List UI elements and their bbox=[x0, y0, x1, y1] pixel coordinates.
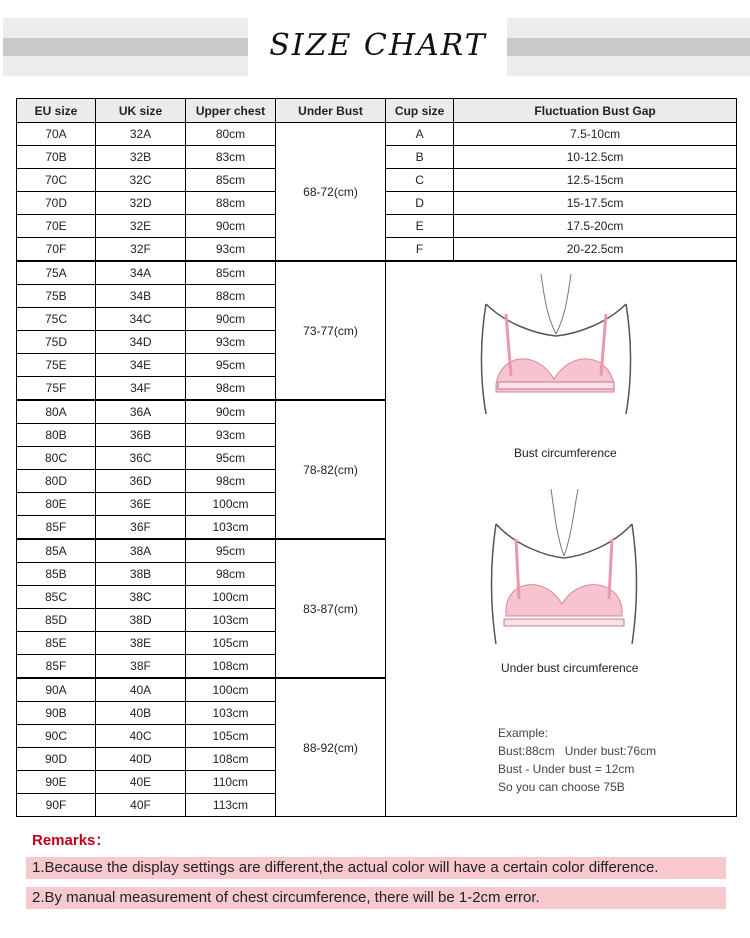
upper-chest-cell: 90cm bbox=[186, 215, 276, 238]
uk-size-cell: 32F bbox=[96, 238, 186, 262]
underbust-figure-icon bbox=[386, 484, 736, 664]
table-row bbox=[17, 261, 737, 285]
bust-gap-cell: 7.5-10cm bbox=[454, 123, 737, 146]
cup-size-cell: D bbox=[386, 192, 454, 215]
eu-size-cell: 75A bbox=[17, 261, 96, 285]
under-bust-cell: 88-92(cm) bbox=[276, 678, 386, 817]
eu-size-cell: 75E bbox=[17, 354, 96, 377]
eu-size-cell: 85F bbox=[17, 655, 96, 679]
eu-size-cell: 70E bbox=[17, 215, 96, 238]
eu-size-cell: 90E bbox=[17, 771, 96, 794]
under-bust-cell: 68-72(cm) bbox=[276, 123, 386, 262]
upper-chest-cell: 100cm bbox=[186, 493, 276, 516]
bust-gap-cell: 10-12.5cm bbox=[454, 146, 737, 169]
header-under-bust: Under Bust bbox=[276, 99, 386, 123]
eu-size-cell: 85F bbox=[17, 516, 96, 540]
upper-chest-cell: 103cm bbox=[186, 609, 276, 632]
uk-size-cell: 34C bbox=[96, 308, 186, 331]
uk-size-cell: 32A bbox=[96, 123, 186, 146]
header-band-right bbox=[507, 18, 750, 76]
upper-chest-cell: 88cm bbox=[186, 192, 276, 215]
eu-size-cell: 80E bbox=[17, 493, 96, 516]
remarks-title: Remarks： bbox=[32, 832, 111, 849]
upper-chest-cell: 93cm bbox=[186, 424, 276, 447]
example-line-1: Example: bbox=[498, 726, 549, 740]
under-bust-cell: 73-77(cm) bbox=[276, 261, 386, 400]
header-uk-size: UK size bbox=[96, 99, 186, 123]
upper-chest-cell: 83cm bbox=[186, 146, 276, 169]
uk-size-cell: 36D bbox=[96, 470, 186, 493]
upper-chest-cell: 95cm bbox=[186, 354, 276, 377]
eu-size-cell: 85B bbox=[17, 563, 96, 586]
upper-chest-cell: 88cm bbox=[186, 285, 276, 308]
bust-gap-cell: 12.5-15cm bbox=[454, 169, 737, 192]
uk-size-cell: 38F bbox=[96, 655, 186, 679]
under-bust-cell: 78-82(cm) bbox=[276, 400, 386, 539]
upper-chest-cell: 110cm bbox=[186, 771, 276, 794]
eu-size-cell: 85D bbox=[17, 609, 96, 632]
upper-chest-cell: 103cm bbox=[186, 702, 276, 725]
page-title: SIZE CHART bbox=[269, 28, 487, 63]
size-chart-table bbox=[16, 98, 737, 817]
uk-size-cell: 34E bbox=[96, 354, 186, 377]
uk-size-cell: 36B bbox=[96, 424, 186, 447]
table-row bbox=[17, 123, 737, 146]
eu-size-cell: 85C bbox=[17, 586, 96, 609]
uk-size-cell: 34A bbox=[96, 261, 186, 285]
eu-size-cell: 90D bbox=[17, 748, 96, 771]
example-text bbox=[498, 724, 656, 796]
cup-size-cell: A bbox=[386, 123, 454, 146]
uk-size-cell: 38D bbox=[96, 609, 186, 632]
upper-chest-cell: 108cm bbox=[186, 748, 276, 771]
under-bust-cell: 83-87(cm) bbox=[276, 539, 386, 678]
uk-size-cell: 36F bbox=[96, 516, 186, 540]
illustration-cell bbox=[386, 261, 737, 817]
bust-gap-cell: 20-22.5cm bbox=[454, 238, 737, 262]
upper-chest-cell: 85cm bbox=[186, 169, 276, 192]
uk-size-cell: 36C bbox=[96, 447, 186, 470]
upper-chest-cell: 103cm bbox=[186, 516, 276, 540]
upper-chest-cell: 93cm bbox=[186, 331, 276, 354]
eu-size-cell: 80C bbox=[17, 447, 96, 470]
uk-size-cell: 32C bbox=[96, 169, 186, 192]
uk-size-cell: 32B bbox=[96, 146, 186, 169]
illustration-panel bbox=[386, 264, 736, 814]
header-upper-chest: Upper chest bbox=[186, 99, 276, 123]
eu-size-cell: 85A bbox=[17, 539, 96, 563]
cup-size-cell: F bbox=[386, 238, 454, 262]
remark-item-2: 2.By manual measurement of chest circumference, there will be 1-2cm error. bbox=[26, 887, 726, 909]
uk-size-cell: 40D bbox=[96, 748, 186, 771]
eu-size-cell: 90B bbox=[17, 702, 96, 725]
header-bust-gap: Fluctuation Bust Gap bbox=[454, 99, 737, 123]
uk-size-cell: 40F bbox=[96, 794, 186, 817]
bust-caption: Bust circumference bbox=[514, 446, 617, 460]
eu-size-cell: 70D bbox=[17, 192, 96, 215]
upper-chest-cell: 90cm bbox=[186, 308, 276, 331]
upper-chest-cell: 98cm bbox=[186, 377, 276, 401]
header-cup-size: Cup size bbox=[386, 99, 454, 123]
uk-size-cell: 38A bbox=[96, 539, 186, 563]
cup-size-cell: E bbox=[386, 215, 454, 238]
eu-size-cell: 70A bbox=[17, 123, 96, 146]
bust-gap-cell: 17.5-20cm bbox=[454, 215, 737, 238]
uk-size-cell: 38E bbox=[96, 632, 186, 655]
eu-size-cell: 70F bbox=[17, 238, 96, 262]
eu-size-cell: 75B bbox=[17, 285, 96, 308]
example-line-3: Bust - Under bust = 12cm bbox=[498, 762, 635, 776]
uk-size-cell: 40C bbox=[96, 725, 186, 748]
header-eu-size: EU size bbox=[17, 99, 96, 123]
uk-size-cell: 34B bbox=[96, 285, 186, 308]
upper-chest-cell: 98cm bbox=[186, 470, 276, 493]
upper-chest-cell: 108cm bbox=[186, 655, 276, 679]
eu-size-cell: 90A bbox=[17, 678, 96, 702]
uk-size-cell: 40E bbox=[96, 771, 186, 794]
upper-chest-cell: 98cm bbox=[186, 563, 276, 586]
bust-gap-cell: 15-17.5cm bbox=[454, 192, 737, 215]
eu-size-cell: 75F bbox=[17, 377, 96, 401]
eu-size-cell: 80B bbox=[17, 424, 96, 447]
uk-size-cell: 32D bbox=[96, 192, 186, 215]
cup-size-cell: C bbox=[386, 169, 454, 192]
eu-size-cell: 70B bbox=[17, 146, 96, 169]
upper-chest-cell: 113cm bbox=[186, 794, 276, 817]
uk-size-cell: 40B bbox=[96, 702, 186, 725]
uk-size-cell: 36A bbox=[96, 400, 186, 424]
upper-chest-cell: 80cm bbox=[186, 123, 276, 146]
uk-size-cell: 34D bbox=[96, 331, 186, 354]
uk-size-cell: 38C bbox=[96, 586, 186, 609]
example-line-2: Bust:88cm Under bust:76cm bbox=[498, 744, 657, 758]
uk-size-cell: 32E bbox=[96, 215, 186, 238]
upper-chest-cell: 105cm bbox=[186, 725, 276, 748]
example-line-4: So you can choose 75B bbox=[498, 780, 625, 794]
uk-size-cell: 34F bbox=[96, 377, 186, 401]
header-band-left bbox=[3, 18, 248, 76]
upper-chest-cell: 90cm bbox=[186, 400, 276, 424]
eu-size-cell: 85E bbox=[17, 632, 96, 655]
cup-size-cell: B bbox=[386, 146, 454, 169]
upper-chest-cell: 85cm bbox=[186, 261, 276, 285]
eu-size-cell: 70C bbox=[17, 169, 96, 192]
upper-chest-cell: 93cm bbox=[186, 238, 276, 262]
eu-size-cell: 75C bbox=[17, 308, 96, 331]
upper-chest-cell: 95cm bbox=[186, 447, 276, 470]
eu-size-cell: 75D bbox=[17, 331, 96, 354]
eu-size-cell: 80D bbox=[17, 470, 96, 493]
uk-size-cell: 36E bbox=[96, 493, 186, 516]
upper-chest-cell: 100cm bbox=[186, 678, 276, 702]
eu-size-cell: 90F bbox=[17, 794, 96, 817]
table-header-row bbox=[17, 99, 737, 123]
upper-chest-cell: 105cm bbox=[186, 632, 276, 655]
eu-size-cell: 90C bbox=[17, 725, 96, 748]
remark-item-1: 1.Because the display settings are different,the actual color will have a certain color difference. bbox=[26, 857, 726, 879]
uk-size-cell: 40A bbox=[96, 678, 186, 702]
uk-size-cell: 38B bbox=[96, 563, 186, 586]
eu-size-cell: 80A bbox=[17, 400, 96, 424]
underbust-caption: Under bust circumference bbox=[501, 661, 639, 675]
upper-chest-cell: 100cm bbox=[186, 586, 276, 609]
upper-chest-cell: 95cm bbox=[186, 539, 276, 563]
bust-figure-icon bbox=[386, 264, 736, 454]
